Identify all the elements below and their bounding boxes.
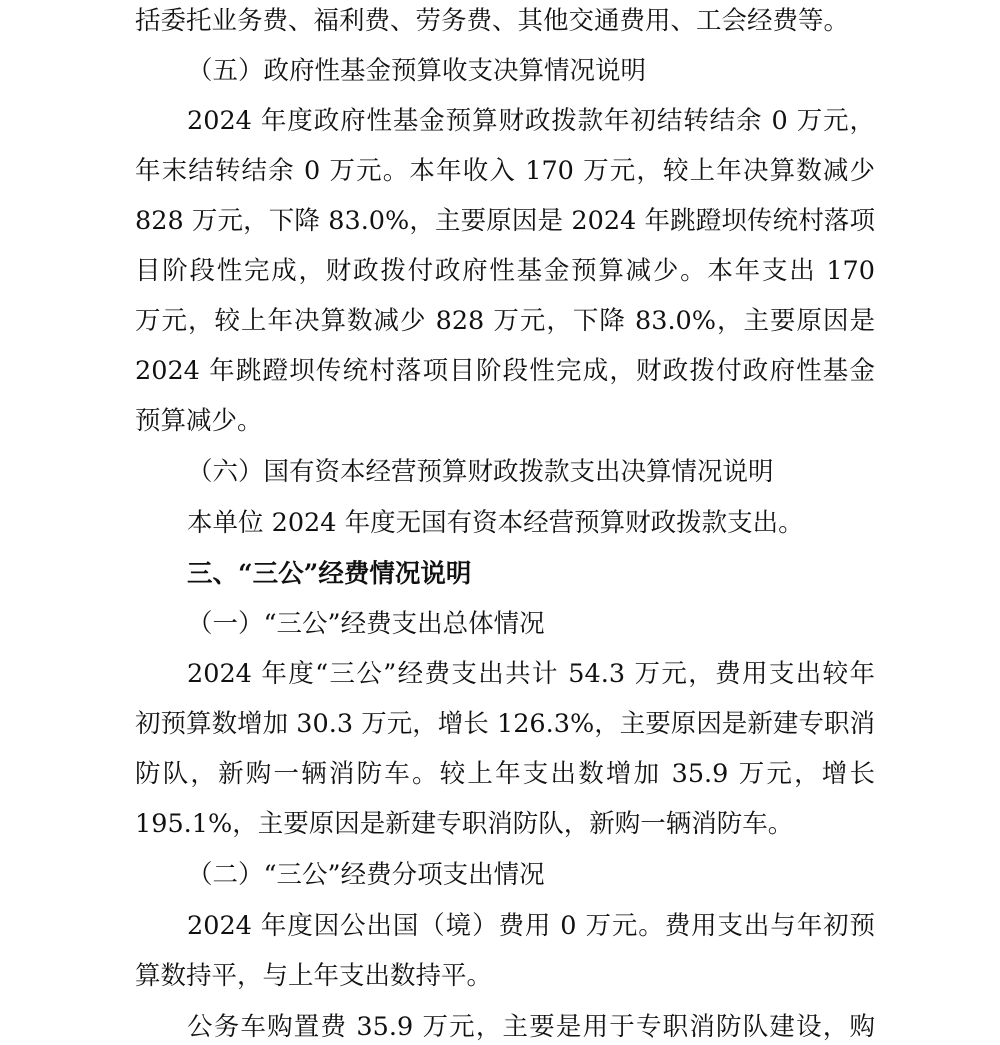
section-heading-6: （六）国有资本经营预算财政拨款支出决算情况说明	[187, 457, 774, 487]
text-line: 括委托业务费、福利费、劳务费、其他交通费用、工会经费等。	[135, 6, 850, 36]
text-line: 目阶段性完成，财政拨付政府性基金预算减少。本年支出 170	[135, 256, 875, 286]
section-heading-3-2: （二）“三公”经费分项支出情况	[187, 860, 545, 890]
text-line: 算数持平，与上年支出数持平。	[135, 961, 493, 991]
text-line: 2024 年度“三公”经费支出共计 54.3 万元，费用支出较年	[187, 659, 875, 689]
text-line: 年末结转结余 0 万元。本年收入 170 万元，较上年决算数减少	[135, 156, 875, 186]
text-line: 初预算数增加 30.3 万元，增长 126.3%，主要原因是新建专职消	[135, 709, 875, 739]
text-line: 防队，新购一辆消防车。较上年支出数增加 35.9 万元，增长	[135, 759, 875, 789]
text-line: 2024 年度因公出国（境）费用 0 万元。费用支出与年初预	[187, 911, 875, 941]
section-heading-3-1: （一）“三公”经费支出总体情况	[187, 609, 545, 639]
text-line: 万元，较上年决算数减少 828 万元，下降 83.0%，主要原因是	[135, 306, 875, 336]
text-line: 2024 年度政府性基金预算财政拨款年初结转结余 0 万元，	[187, 106, 875, 136]
chapter-heading-3: 三、“三公”经费情况说明	[187, 559, 472, 589]
text-line: 828 万元，下降 83.0%，主要原因是 2024 年跳蹬坝传统村落项	[135, 206, 875, 236]
text-line: 本单位 2024 年度无国有资本经营预算财政拨款支出。	[187, 508, 804, 538]
text-line: 公务车购置费 35.9 万元，主要是用于专职消防队建设，购	[187, 1012, 875, 1042]
text-line: 195.1%，主要原因是新建专职消防队，新购一辆消防车。	[135, 809, 794, 839]
text-line: 预算减少。	[135, 406, 263, 436]
section-heading-5: （五）政府性基金预算收支决算情况说明	[187, 56, 647, 86]
text-line: 2024 年跳蹬坝传统村落项目阶段性完成，财政拨付政府性基金	[135, 356, 875, 386]
